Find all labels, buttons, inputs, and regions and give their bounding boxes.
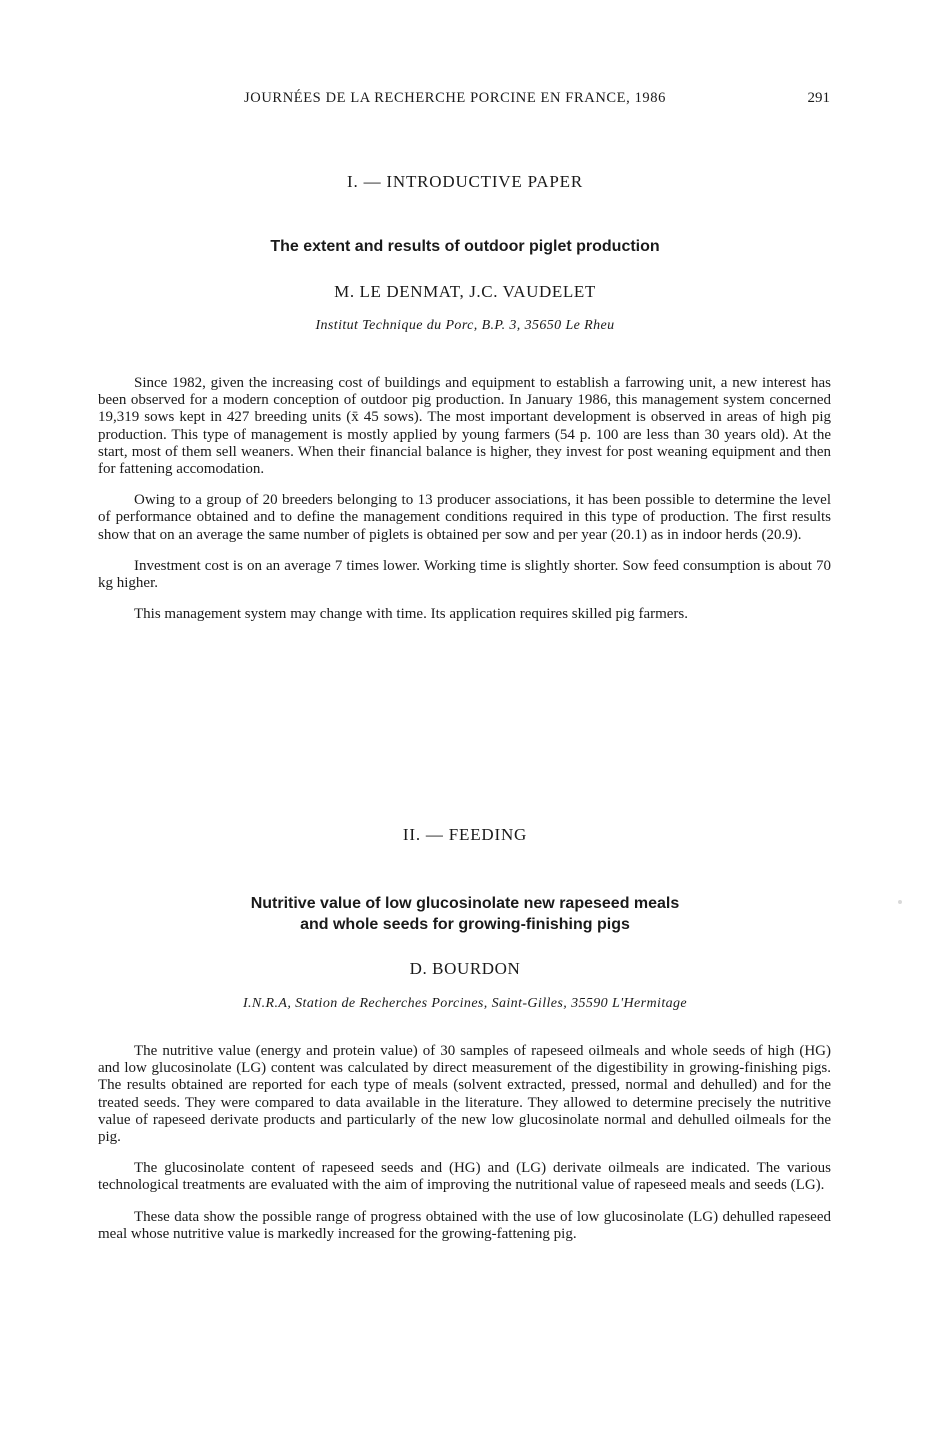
abstract-paragraph: Investment cost is on an average 7 times lower. Working time is slightly shorter. Sow feed consumption is about 70 kg higher. bbox=[98, 557, 831, 592]
paper-title-rapeseed bbox=[100, 893, 830, 935]
abstract-paragraph: Since 1982, given the increasing cost of buildings and equipment to establish a farrowing unit, a new interest has been observed for a modern conception of outdoor pig production. In January 1986, this management system concerned 19,319 sows kept in 427 breeding units (x̄ 45 sows). The most important development is observed in areas of high pig production. This type of management is mostly applied by young farmers (54 p. 100 are less than 30 years old). At the start, most of them sell weaners. When their financial balance is higher, they invest for post weaning equipment and then for fattening accomodation. bbox=[98, 375, 831, 478]
running-head: JOURNÉES DE LA RECHERCHE PORCINE EN FRANCE, 1986 bbox=[244, 90, 666, 106]
section-heading-introductive: I. — INTRODUCTIVE PAPER bbox=[347, 172, 583, 191]
abstract-paragraph: The nutritive value (energy and protein value) of 30 samples of rapeseed oilmeals and whole seeds of high (HG) and low glucosinolate (LG) content was calculated by direct measurement of the digestibility in growing-finishing pigs. The results obtained are reported for each type of meals (solvent extracted, pressed, normal and dehulled) and for the treated seeds. They were compared to data available in the literature. They allowed to determine precisely the nutritive value of rapeseed derivate products and particularly of the new low glucosinolate normal and dehulled oilmeals for the pig. bbox=[98, 1043, 831, 1146]
abstract-outdoor-piglet bbox=[98, 375, 831, 637]
page-number: 291 bbox=[807, 90, 830, 106]
affiliation-inra: I.N.R.A, Station de Recherches Porcines, Saint-Gilles, 35590 L'Hermitage bbox=[242, 996, 688, 1011]
abstract-paragraph: Owing to a group of 20 breeders belonging to 13 producer associations, it has been possible to determine the level of performance obtained and to define the management conditions required in this type of production. The first results show that on an average the same number of piglets is obtained per sow and per year (20.1) as in indoor herds (20.9). bbox=[98, 492, 831, 543]
affiliation-itp: Institut Technique du Porc, B.P. 3, 35650 Le Rheu bbox=[315, 318, 615, 333]
paper-title-line: Nutritive value of low glucosinolate new rapeseed meals bbox=[250, 895, 680, 912]
authors-le-denmat-vaudelet: M. LE DENMAT, J.C. VAUDELET bbox=[334, 282, 596, 301]
abstract-paragraph: These data show the possible range of progress obtained with the use of low glucosinolate (LG) dehulled rapeseed meal whose nutritive value is markedly increased for the growing-fattening pig. bbox=[98, 1208, 831, 1242]
abstract-rapeseed bbox=[98, 1043, 831, 1257]
paper-title-line: The extent and results of outdoor piglet production bbox=[270, 238, 660, 255]
abstract-paragraph: The glucosinolate content of rapeseed seeds and (HG) and (LG) derivate oilmeals are indicated. The various technological treatments are evaluated with the aim of improving the nutritional value of rapeseed meals and seeds (LG). bbox=[98, 1160, 831, 1194]
authors-bourdon: D. BOURDON bbox=[409, 959, 521, 978]
paper-title-outdoor-piglet bbox=[100, 236, 830, 257]
paper-title-line: and whole seeds for growing-finishing pigs bbox=[300, 916, 630, 933]
scan-speck bbox=[898, 900, 902, 904]
abstract-paragraph: This management system may change with time. Its application requires skilled pig farmers. bbox=[134, 606, 689, 623]
section-heading-feeding: II. — FEEDING bbox=[402, 825, 528, 844]
